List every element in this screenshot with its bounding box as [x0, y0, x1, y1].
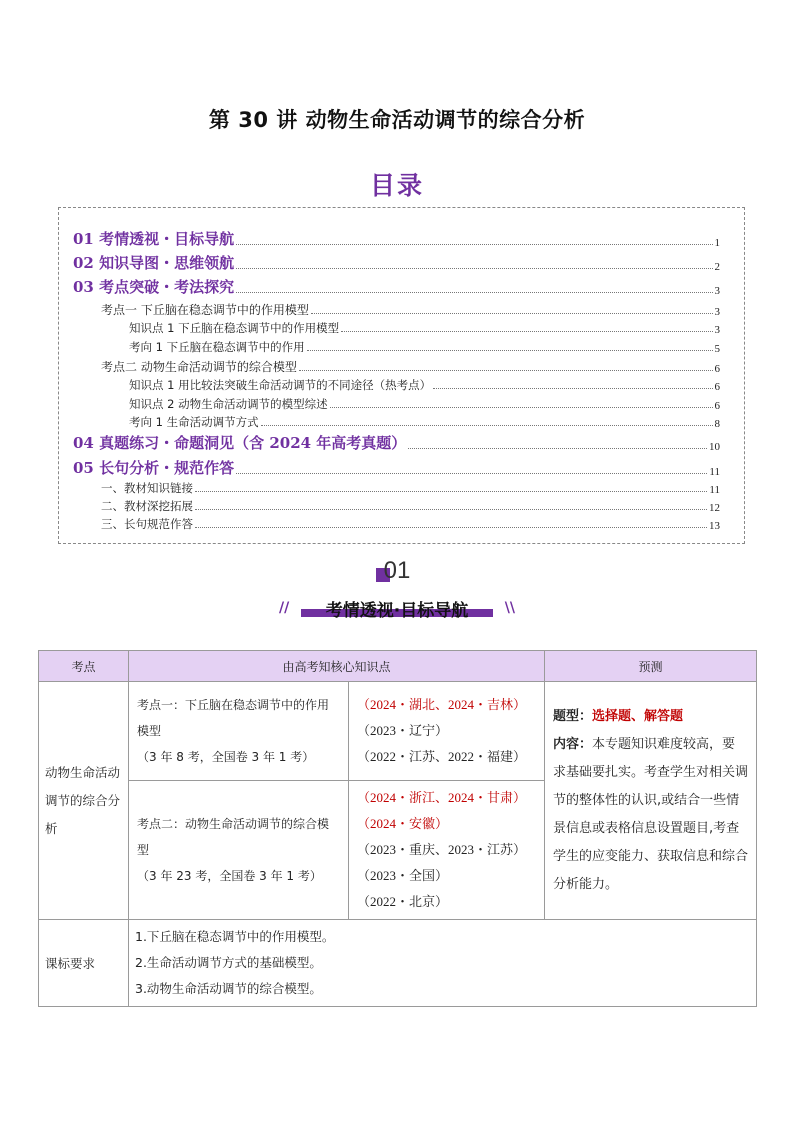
toc-label: 二、教材深挖拓展 [101, 499, 193, 513]
toc-entry[interactable] [101, 301, 720, 318]
year-list-cell [349, 781, 545, 920]
requirement-item: 2.生命活动调节方式的基础模型。 [135, 955, 322, 970]
content-label: 内容： [553, 736, 593, 752]
toc-entry[interactable] [73, 457, 720, 478]
table-of-contents [58, 207, 745, 544]
page-title: 第 30 讲 动物生命活动调节的综合分析 [208, 108, 586, 132]
year-entry: （2022・北京） [357, 894, 449, 909]
knowledge-point-cell [129, 781, 349, 920]
toc-label: 01 考情透视・目标导航 [73, 230, 235, 248]
section-banner [279, 596, 515, 622]
requirement-label-cell: 课标要求 [39, 920, 129, 1007]
section-number: 01 [383, 557, 411, 584]
toc-entry[interactable] [73, 276, 720, 297]
toc-page: 3 [714, 306, 720, 318]
year-entry: （2024・湖北、2024・吉林） [357, 697, 527, 712]
toc-entry[interactable] [101, 498, 720, 514]
toc-page: 6 [714, 381, 720, 393]
toc-page: 11 [709, 484, 720, 496]
topic-cell: 动物生命活动调节的综合分析 [39, 682, 129, 920]
year-entry: （2023・辽宁） [357, 723, 449, 738]
table-header-row [39, 651, 757, 682]
toc-entry[interactable] [129, 414, 720, 430]
toc-page: 3 [714, 285, 720, 297]
toc-page: 13 [709, 520, 720, 532]
point-count: （3 年 8 考，全国卷 3 年 1 考） [137, 750, 315, 764]
type-label: 题型： [553, 708, 593, 724]
year-list-cell [349, 682, 545, 781]
table-row [39, 682, 757, 781]
toc-page: 3 [714, 324, 720, 336]
toc-entry[interactable] [101, 480, 720, 496]
toc-label: 考向 1 生命活动调节方式 [129, 415, 259, 429]
prediction-cell [545, 682, 757, 920]
year-entry: （2024・安徽） [357, 816, 449, 831]
requirement-list-cell [129, 920, 757, 1007]
toc-entry[interactable] [129, 396, 720, 412]
toc-page: 11 [709, 466, 720, 478]
section-title: 考情透视·目标导航 [325, 601, 469, 621]
toc-page: 10 [709, 441, 720, 453]
toc-entry[interactable] [73, 228, 720, 249]
year-entry: （2024・浙江、2024・甘肃） [357, 790, 527, 805]
toc-label: 03 考点突破・考法探究 [73, 278, 235, 296]
toc-page: 8 [714, 418, 720, 430]
toc-label: 04 真题练习・命题洞见（含 2024 年高考真题） [73, 434, 407, 452]
toc-heading: 目录 [369, 171, 424, 200]
toc-entry[interactable] [101, 516, 720, 532]
requirement-item: 3.动物生命活动调节的综合模型。 [135, 981, 322, 996]
toc-label: 考点二 动物生命活动调节的综合模型 [101, 360, 297, 374]
toc-label: 一、教材知识链接 [101, 481, 193, 495]
left-slash-decoration: // [279, 600, 290, 616]
right-slash-decoration: \\ [504, 600, 515, 616]
toc-label: 考向 1 下丘脑在稳态调节中的作用 [129, 340, 305, 354]
toc-page: 6 [714, 363, 720, 375]
exam-analysis-table [38, 650, 757, 1007]
content-value: 本专题知识难度较高，要求基础要扎实。考查学生对相关调节的整体性的认识,或结合一些情景信息或表格信息设置题目,考查学生的应变能力、获取信息和综合分析能力。 [553, 736, 749, 892]
point-name: 考点一：下丘脑在稳态调节中的作用模型 [137, 698, 330, 738]
toc-label: 05 长句分析・规范作答 [73, 459, 235, 477]
toc-entry[interactable] [73, 432, 720, 453]
toc-entry[interactable] [129, 320, 720, 336]
requirement-item: 1.下丘脑在稳态调节中的作用模型。 [135, 929, 335, 944]
point-name: 考点二：动物生命活动调节的综合模型 [137, 817, 330, 857]
toc-page: 5 [714, 343, 720, 355]
toc-page: 6 [714, 400, 720, 412]
year-entry: （2023・重庆、2023・江苏） [357, 842, 527, 857]
knowledge-point-cell [129, 682, 349, 781]
year-entry: （2022・江苏、2022・福建） [357, 749, 527, 764]
toc-entry[interactable] [129, 377, 720, 393]
toc-label: 知识点 1 下丘脑在稳态调节中的作用模型 [129, 321, 340, 335]
year-entry: （2023・全国） [357, 868, 449, 883]
toc-label: 三、长句规范作答 [101, 517, 193, 531]
type-value: 选择题、解答题 [592, 708, 684, 724]
toc-label: 知识点 1 用比较法突破生命活动调节的不同途径（热考点） [129, 378, 432, 392]
toc-label: 考点一 下丘脑在稳态调节中的作用模型 [101, 303, 309, 317]
toc-entry[interactable] [73, 252, 720, 273]
toc-label: 02 知识导图・思维领航 [73, 254, 235, 272]
header-cell: 考点 [39, 651, 129, 682]
toc-page: 12 [709, 502, 720, 514]
point-count: （3 年 23 考，全国卷 3 年 1 考） [137, 869, 322, 883]
table-row [39, 920, 757, 1007]
toc-page: 1 [714, 237, 720, 249]
toc-entry[interactable] [129, 339, 720, 355]
toc-page: 2 [714, 261, 720, 273]
toc-entry[interactable] [101, 358, 720, 375]
header-cell: 由高考知核心知识点 [129, 651, 545, 682]
toc-label: 知识点 2 动物生命活动调节的模型综述 [129, 397, 328, 411]
header-cell: 预测 [545, 651, 757, 682]
